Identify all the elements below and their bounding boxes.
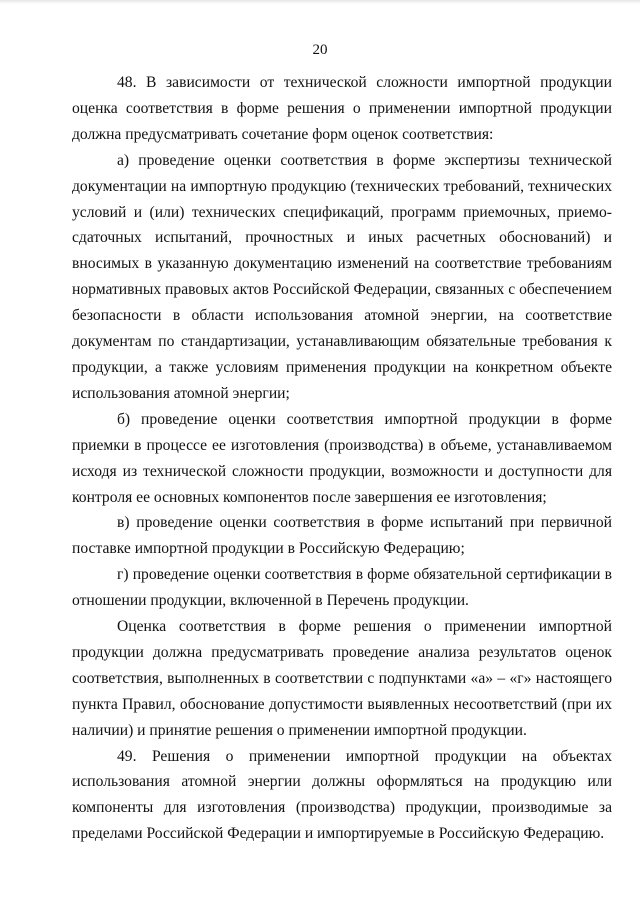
subitem-a: а) проведение оценки соответствия в форме экспертизы технической документации на импортную продукцию (технических требований, технических условий и (или) технических спецификаций, программ приемочных, приемо-сдаточных испытаний, прочностных и иных расчетных обоснований) и вносимых в указанную документацию изменений на соответствие требованиям нормативных правовых актов Российской Федерации, связанных с обеспечением безопасности в области использования атомной энергии, на соответствие документам по стандартизации, устанавливающим обязательные требования к продукции, а также условиям применения продукции на конкретном объекте использования атомной энергии; xyxy=(72,151,612,402)
page-edge xyxy=(0,0,640,4)
subitem-b: б) проведение оценки соответствия импортной продукции в форме приемки в процессе ее изготовления (производства) в объеме, устанавливаемом исходя из технической сложности продукции, возможности и доступности для контроля ее основных компонентов после завершения ее изготовления; xyxy=(72,410,612,506)
subitem-v: в) проведение оценки соответствия в форме испытаний при первичной поставке импортной продукции в Российскую Федерацию; xyxy=(72,514,612,558)
paragraph-49: 49. Решения о применении импортной продукции на объектах использования атомной энергии должны оформляться на продукцию или компоненты для изготовления (производства) продукции, производимые за пределами Российской Федерации и импортируемые в Российскую Федерацию. xyxy=(72,747,612,843)
subitem-g: г) проведение оценки соответствия в форме обязательной сертификации в отношении продукции, включенной в Перечень продукции. xyxy=(72,566,612,610)
document-body xyxy=(72,70,612,847)
page-number: 20 xyxy=(312,42,328,58)
paragraph-assessment: Оценка соответствия в форме решения о применении импортной продукции должна предусматривать проведение анализа результатов оценок соответствия, выполненных в соответствии с подпунктами «а» – «г» настоящего пункта Правил, обоснование допустимости выявленных несоответствий (при их наличии) и принятие решения о применении импортной продукции. xyxy=(72,618,612,739)
paragraph-48: 48. В зависимости от технической сложности импортной продукции оценка соответствия в форме решения о применении импортной продукции должна предусматривать сочетание форм оценок соответствия: xyxy=(72,74,612,143)
